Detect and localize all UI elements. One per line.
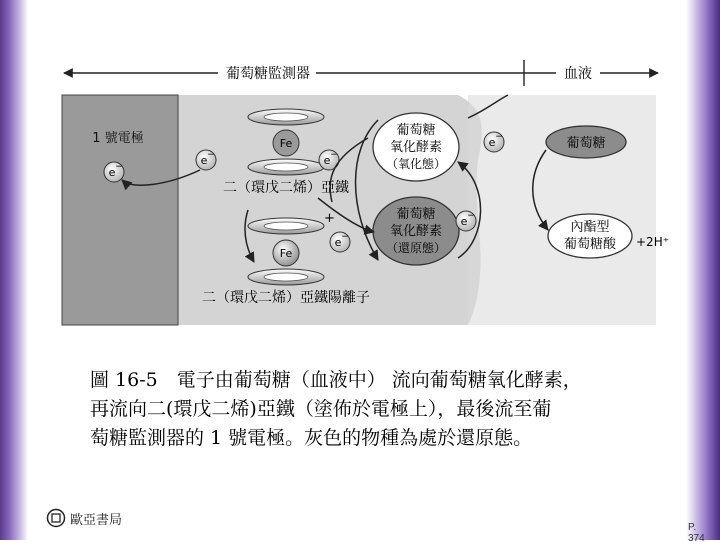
left-decorative-border <box>0 0 28 540</box>
glucose-monitor-diagram <box>28 0 686 360</box>
glucose-monitor-label: 葡萄糖監測器 <box>226 66 310 82</box>
fe-label: Fe <box>279 137 293 150</box>
publisher-name: 歐亞書局 <box>70 512 123 528</box>
electrode-label: 1 號電極 <box>92 131 144 146</box>
right-decorative-border <box>686 0 720 540</box>
ferrocene-label: 二（環戊二烯）亞鐵 <box>223 180 349 196</box>
ferrocenium-charge: + <box>324 211 335 226</box>
electron-charge: − <box>115 162 123 172</box>
electron-charge: − <box>341 232 349 242</box>
electron-middle <box>330 232 350 252</box>
publisher-logo <box>46 508 122 528</box>
lactone-line2: 葡萄糖酸 <box>563 237 617 252</box>
electron-charge: − <box>207 150 215 160</box>
electrode-1 <box>62 95 178 325</box>
publisher-logo-icon <box>46 508 66 528</box>
blood-label: 血液 <box>564 66 592 82</box>
figure-caption <box>90 366 690 453</box>
electron-symbol: e <box>460 215 468 228</box>
electron-left-top <box>196 150 216 170</box>
glucose-label: 葡萄糖 <box>566 136 606 151</box>
hydrogen-ions: +2H⁺ <box>636 235 670 249</box>
caption-line-2: 再流向二(環戊二烯)亞鐵（塗佈於電極上），最後流至葡 <box>90 398 552 420</box>
electron-symbol: e <box>200 154 208 167</box>
slide <box>28 0 705 544</box>
electron-symbol: e <box>488 136 496 149</box>
enzyme-red-line2: 氧化酵素 <box>389 224 443 239</box>
electron-lower-right <box>456 211 476 231</box>
electron-symbol: e <box>334 236 342 249</box>
electron-symbol: e <box>323 154 331 167</box>
caption-line-1: 圖 16-5 電子由葡萄糖（血液中） 流向葡萄糖氧化酵素， <box>90 369 582 391</box>
electron-electrode <box>104 162 124 182</box>
page-number: P. 374 <box>688 522 705 544</box>
electron-symbol: e <box>108 166 116 179</box>
enzyme-ox-line2: 氧化酵素 <box>389 140 443 155</box>
enzyme-red-line1: 葡萄糖 <box>396 207 436 222</box>
enzyme-ox-line1: 葡萄糖 <box>396 123 436 138</box>
electron-charge: − <box>495 132 503 142</box>
electron-charge: − <box>330 150 338 160</box>
electron-upper-right <box>484 132 504 152</box>
caption-line-3: 萄糖監測器的 1 號電極。灰色的物種為處於還原態。 <box>90 427 533 449</box>
enzyme-ox-line3: （氧化態） <box>385 157 447 171</box>
electron-charge: − <box>467 211 475 221</box>
fe-label-2: Fe <box>279 247 293 260</box>
ferrocenium-label: 二（環戊二烯）亞鐵陽離子 <box>202 290 370 306</box>
lactone-line1: 內酯型 <box>570 220 610 235</box>
enzyme-red-line3: （還原態） <box>385 241 447 255</box>
